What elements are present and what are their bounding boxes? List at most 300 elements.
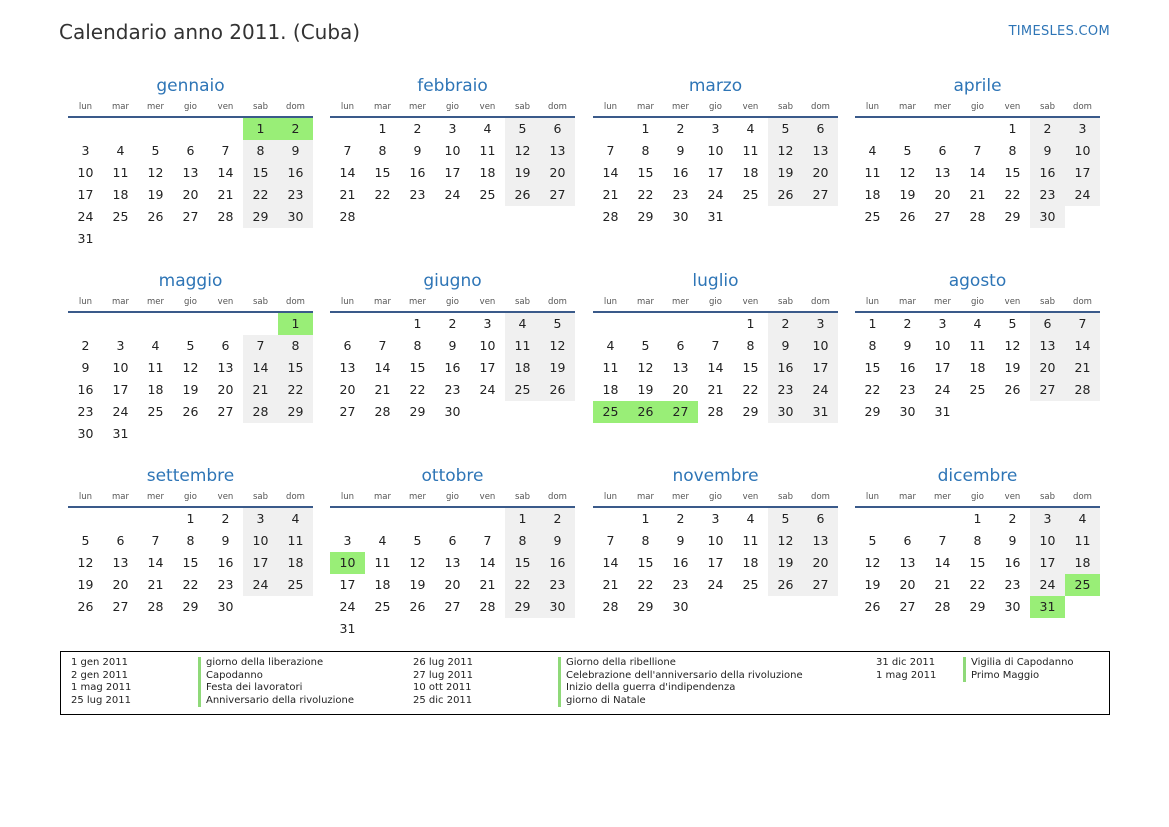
day-cell: 13 [899,555,916,570]
day-cell: 19 [768,162,803,184]
day-cell: 8 [641,533,650,548]
day-cell: 14 [217,165,234,180]
day-cell: 3 [116,338,125,353]
day-cell: 26 [505,184,540,206]
day-cell: 15 [742,360,759,375]
day-cell: 10 [707,533,724,548]
weekday-label: dom [811,297,830,307]
day-cell: 8 [641,143,650,158]
day-cell: 29 [864,404,881,419]
day-cell: 30 [672,209,689,224]
weekday-header [330,99,575,118]
day-cell: 6 [903,533,912,548]
day-cell: 27 [899,599,916,614]
weekday-label: mar [637,102,654,112]
day-cell: 28 [602,209,619,224]
day-cell: 3 [711,511,720,526]
day-cell: 19 [1004,360,1021,375]
holiday-legend [60,651,1110,715]
day-cell: 15 [864,360,881,375]
day-cell: 30 [672,599,689,614]
weekday-header [330,294,575,313]
day-cell: 10 [1030,530,1065,552]
weekday-header [68,99,313,118]
day-cell: 11 [969,338,986,353]
day-cell: 30 [899,404,916,419]
month-name: settembre [146,466,235,486]
day-cell: 23 [768,379,803,401]
day-cell: 5 [186,338,195,353]
weekday-label: mer [408,492,426,502]
day-cell: 9 [278,140,313,162]
weekday-label: mer [408,297,426,307]
day-cell: 20 [540,162,575,184]
day-cell: 1 [378,121,387,136]
month-name: febbraio [417,76,488,96]
day-cell: 29 [1004,209,1021,224]
weekday-label: gio [184,492,197,502]
day-cell: 12 [505,140,540,162]
day-cell: 16 [768,357,803,379]
day-cell: 14 [1065,335,1100,357]
day-cell: 22 [637,187,654,202]
day-cell: 20 [803,552,838,574]
days-grid [330,118,575,228]
day-cell: 11 [505,335,540,357]
day-cell: 5 [903,143,912,158]
weekday-label: sab [514,492,531,502]
day-cell: 11 [374,555,391,570]
day-cell: 26 [182,404,199,419]
day-cell: 15 [409,360,426,375]
legend-names-column-1 [198,657,354,707]
day-cell: 7 [938,533,947,548]
day-cell: 16 [409,165,426,180]
weekday-label: dom [286,297,305,307]
weekday-label: dom [1073,102,1092,112]
day-cell: 10 [803,335,838,357]
day-cell: 2 [1008,511,1017,526]
day-cell: 9 [448,338,457,353]
weekday-label: gio [184,102,197,112]
day-cell: 7 [151,533,160,548]
day-cell: 8 [746,338,755,353]
day-cell: 11 [742,533,759,548]
weekday-label: ven [742,102,759,112]
day-cell: 1 [868,316,877,331]
day-cell: 21 [217,187,234,202]
month-name: marzo [688,76,743,96]
days-grid [68,118,313,250]
day-cell: 5 [540,313,575,335]
weekday-label: mar [899,102,916,112]
day-cell: 21 [374,382,391,397]
day-cell: 23 [1030,184,1065,206]
day-cell: 24 [112,404,129,419]
holiday-day: 31 [1030,596,1065,618]
day-cell: 27 [934,209,951,224]
day-cell: 19 [182,382,199,397]
weekday-label: mer [671,297,689,307]
legend-holiday-name: giorno della liberazione [198,657,354,670]
legend-date: 25 lug 2011 [71,694,131,706]
day-cell: 12 [147,165,164,180]
legend-names-column-2 [558,657,803,707]
day-cell: 31 [803,401,838,423]
weekday-label: gio [446,102,459,112]
day-cell: 4 [151,338,160,353]
brand-link[interactable]: TIMESLES.COM [1008,24,1110,39]
day-cell: 15 [969,555,986,570]
day-cell: 18 [374,577,391,592]
weekday-label: lun [603,492,618,502]
month-name: maggio [158,271,223,291]
weekday-label: lun [340,102,355,112]
day-cell: 9 [676,533,685,548]
day-cell: 17 [1030,552,1065,574]
day-cell: 6 [186,143,195,158]
day-cell: 16 [444,360,461,375]
weekday-label: ven [742,297,759,307]
weekday-label: sab [777,297,794,307]
day-cell: 13 [934,165,951,180]
day-cell: 8 [186,533,195,548]
day-cell: 23 [1004,577,1021,592]
weekday-label: mar [112,492,129,502]
day-cell: 27 [112,599,129,614]
day-cell: 19 [540,357,575,379]
day-cell: 3 [343,533,352,548]
weekday-header [855,489,1100,508]
day-cell: 21 [479,577,496,592]
day-cell: 5 [768,508,803,530]
legend-holiday-name: Vigilia di Capodanno [963,657,1074,670]
day-cell: 26 [540,379,575,401]
month-novembre [593,463,838,618]
day-cell: 23 [217,577,234,592]
month-settembre [68,463,313,618]
weekday-header [855,99,1100,118]
day-cell: 16 [672,555,689,570]
day-cell: 28 [479,599,496,614]
day-cell: 2 [1030,118,1065,140]
day-cell: 24 [1030,574,1065,596]
day-cell: 4 [505,313,540,335]
day-cell: 30 [1030,206,1065,228]
day-cell: 28 [969,209,986,224]
weekday-label: sab [777,492,794,502]
day-cell: 19 [505,162,540,184]
day-cell: 15 [1004,165,1021,180]
day-cell: 24 [803,379,838,401]
day-cell: 15 [637,555,654,570]
weekday-label: ven [1004,492,1021,502]
weekday-label: lun [78,297,93,307]
day-cell: 20 [112,577,129,592]
day-cell: 18 [742,165,759,180]
day-cell: 14 [243,357,278,379]
day-cell: 6 [676,338,685,353]
day-cell: 5 [151,143,160,158]
weekday-label: sab [1039,297,1056,307]
weekday-label: sab [777,102,794,112]
day-cell: 20 [803,162,838,184]
day-cell: 7 [973,143,982,158]
day-cell: 17 [934,360,951,375]
day-cell: 21 [934,577,951,592]
day-cell: 28 [339,209,356,224]
day-cell: 11 [112,165,129,180]
day-cell: 27 [339,404,356,419]
day-cell: 30 [768,401,803,423]
weekday-label: mer [933,492,951,502]
weekday-label: mar [637,492,654,502]
day-cell: 6 [803,508,838,530]
day-cell: 22 [637,577,654,592]
weekday-label: lun [340,492,355,502]
day-cell: 6 [116,533,125,548]
day-cell: 2 [413,121,422,136]
weekday-label: gio [971,102,984,112]
day-cell: 10 [1065,140,1100,162]
weekday-label: mer [146,297,164,307]
day-cell: 8 [278,335,313,357]
weekday-label: lun [865,102,880,112]
day-cell: 5 [81,533,90,548]
day-cell: 20 [672,382,689,397]
day-cell: 10 [243,530,278,552]
day-cell: 17 [339,577,356,592]
legend-holiday-name: Anniversario della rivoluzione [198,695,354,708]
holiday-day: 1 [278,313,313,335]
month-name: ottobre [421,466,484,486]
day-cell: 7 [343,143,352,158]
day-cell: 29 [742,404,759,419]
weekday-header [330,489,575,508]
day-cell: 3 [1030,508,1065,530]
month-agosto [855,268,1100,423]
day-cell: 22 [182,577,199,592]
day-cell: 22 [243,184,278,206]
legend-date: 31 dic 2011 [876,657,936,668]
holiday-day: 27 [663,401,698,423]
day-cell: 3 [448,121,457,136]
day-cell: 4 [378,533,387,548]
day-cell: 13 [1030,335,1065,357]
day-cell: 3 [1065,118,1100,140]
day-cell: 27 [182,209,199,224]
weekday-header [593,489,838,508]
day-cell: 17 [803,357,838,379]
day-cell: 8 [868,338,877,353]
day-cell: 30 [540,596,575,618]
day-cell: 2 [448,316,457,331]
day-cell: 25 [479,187,496,202]
day-cell: 18 [602,382,619,397]
day-cell: 24 [934,382,951,397]
day-cell: 10 [444,143,461,158]
day-cell: 17 [444,165,461,180]
day-cell: 21 [602,187,619,202]
weekday-label: mer [671,492,689,502]
day-cell: 1 [746,316,755,331]
day-cell: 3 [243,508,278,530]
day-cell: 18 [505,357,540,379]
day-cell: 8 [243,140,278,162]
day-cell: 21 [147,577,164,592]
day-cell: 20 [217,382,234,397]
day-cell: 8 [973,533,982,548]
day-cell: 26 [768,184,803,206]
day-cell: 12 [409,555,426,570]
day-cell: 9 [903,338,912,353]
day-cell: 11 [742,143,759,158]
day-cell: 19 [409,577,426,592]
day-cell: 21 [339,187,356,202]
weekday-label: dom [548,492,567,502]
day-cell: 18 [969,360,986,375]
day-cell: 14 [934,555,951,570]
day-cell: 5 [768,118,803,140]
day-cell: 19 [899,187,916,202]
day-cell: 23 [899,382,916,397]
legend-holiday-name: Festa dei lavoratori [198,682,354,695]
day-cell: 24 [1065,184,1100,206]
day-cell: 27 [444,599,461,614]
month-name: aprile [953,76,1002,96]
weekday-label: gio [446,492,459,502]
day-cell: 6 [221,338,230,353]
day-cell: 18 [112,187,129,202]
day-cell: 16 [1030,162,1065,184]
day-cell: 11 [1065,530,1100,552]
day-cell: 2 [676,511,685,526]
weekday-label: gio [184,297,197,307]
day-cell: 15 [637,165,654,180]
legend-date: 2 gen 2011 [71,669,129,681]
day-cell: 18 [479,165,496,180]
day-cell: 24 [339,599,356,614]
weekday-label: mar [637,297,654,307]
day-cell: 26 [409,599,426,614]
weekday-label: sab [1039,102,1056,112]
day-cell: 25 [278,574,313,596]
day-cell: 28 [707,404,724,419]
day-cell: 20 [934,187,951,202]
weekday-label: gio [446,297,459,307]
day-cell: 8 [413,338,422,353]
day-cell: 12 [637,360,654,375]
weekday-label: dom [286,102,305,112]
day-cell: 9 [768,335,803,357]
day-cell: 19 [77,577,94,592]
weekday-label: dom [286,492,305,502]
day-cell: 30 [444,404,461,419]
day-cell: 4 [116,143,125,158]
day-cell: 28 [374,404,391,419]
day-cell: 23 [672,187,689,202]
day-cell: 4 [746,121,755,136]
day-cell: 20 [1030,357,1065,379]
day-cell: 21 [602,577,619,592]
day-cell: 27 [803,184,838,206]
day-cell: 19 [637,382,654,397]
day-cell: 13 [803,140,838,162]
weekday-header [855,294,1100,313]
day-cell: 25 [374,599,391,614]
weekday-label: ven [1004,297,1021,307]
day-cell: 17 [479,360,496,375]
day-cell: 28 [243,401,278,423]
days-grid [593,508,838,618]
day-cell: 9 [676,143,685,158]
weekday-label: lun [603,297,618,307]
weekday-label: ven [479,102,496,112]
day-cell: 14 [339,165,356,180]
day-cell: 25 [742,577,759,592]
day-cell: 21 [243,379,278,401]
day-cell: 9 [1030,140,1065,162]
day-cell: 6 [938,143,947,158]
day-cell: 23 [444,382,461,397]
month-gennaio [68,73,313,250]
weekday-header [593,294,838,313]
day-cell: 3 [803,313,838,335]
legend-holiday-name: Celebrazione dell'anniversario della rivoluzione [558,670,803,683]
day-cell: 14 [602,165,619,180]
day-cell: 5 [641,338,650,353]
day-cell: 27 [803,574,838,596]
day-cell: 24 [243,574,278,596]
day-cell: 20 [182,187,199,202]
day-cell: 3 [81,143,90,158]
day-cell: 7 [378,338,387,353]
day-cell: 6 [803,118,838,140]
day-cell: 9 [221,533,230,548]
day-cell: 5 [505,118,540,140]
day-cell: 28 [1065,379,1100,401]
weekday-label: lun [340,297,355,307]
weekday-label: ven [217,102,234,112]
day-cell: 14 [147,555,164,570]
weekday-label: mer [146,492,164,502]
weekday-label: mer [146,102,164,112]
day-cell: 3 [483,316,492,331]
day-cell: 2 [676,121,685,136]
day-cell: 10 [112,360,129,375]
page-title: Calendario anno 2011. (Cuba) [59,20,361,44]
day-cell: 31 [707,209,724,224]
day-cell: 5 [868,533,877,548]
weekday-label: mar [374,492,391,502]
day-cell: 6 [540,118,575,140]
day-cell: 5 [413,533,422,548]
weekday-label: sab [252,102,269,112]
day-cell: 25 [864,209,881,224]
day-cell: 25 [742,187,759,202]
day-cell: 8 [378,143,387,158]
day-cell: 12 [182,360,199,375]
weekday-label: ven [1004,102,1021,112]
weekday-label: gio [709,102,722,112]
day-cell: 18 [147,382,164,397]
day-cell: 7 [483,533,492,548]
weekday-label: gio [709,297,722,307]
day-cell: 19 [147,187,164,202]
day-cell: 14 [707,360,724,375]
day-cell: 22 [278,379,313,401]
weekday-label: ven [217,297,234,307]
